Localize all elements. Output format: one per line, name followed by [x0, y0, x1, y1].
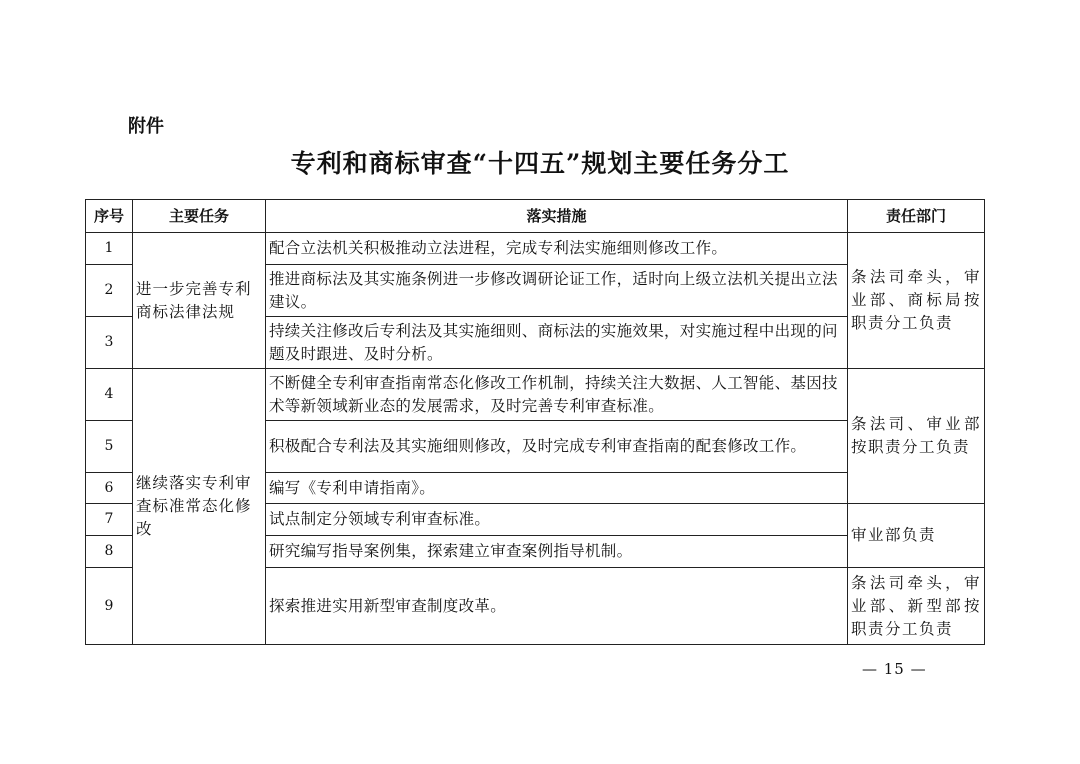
task-cell: 继续落实专利审查标准常态化修改 [133, 369, 266, 645]
measure-cell: 探索推进实用新型审查制度改革。 [266, 568, 848, 645]
measure-cell: 试点制定分领域专利审查标准。 [266, 504, 848, 536]
page-number: — 15 — [862, 660, 927, 678]
measure-cell: 积极配合专利法及其实施细则修改，及时完成专利审查指南的配套修改工作。 [266, 421, 848, 473]
department-cell: 条法司、审业部按职责分工负责 [848, 369, 985, 504]
annex-label: 附件 [128, 116, 164, 137]
header-seq: 序号 [86, 200, 133, 233]
row-number: 7 [86, 504, 133, 536]
row-number: 3 [86, 317, 133, 369]
table-row [86, 369, 985, 421]
row-number: 1 [86, 233, 133, 265]
row-number: 5 [86, 421, 133, 473]
task-cell: 进一步完善专利商标法律法规 [133, 233, 266, 369]
measure-cell: 编写《专利申请指南》。 [266, 473, 848, 504]
document-title: 专利和商标审查“十四五”规划主要任务分工 [290, 149, 790, 178]
measure-cell: 配合立法机关积极推动立法进程，完成专利法实施细则修改工作。 [266, 233, 848, 265]
measure-cell: 推进商标法及其实施条例进一步修改调研论证工作，适时向上级立法机关提出立法建议。 [266, 265, 848, 317]
header-task: 主要任务 [133, 200, 266, 233]
table-row [86, 233, 985, 265]
measure-cell: 不断健全专利审查指南常态化修改工作机制，持续关注大数据、人工智能、基因技术等新领域新业态的发展需求，及时完善专利审查标准。 [266, 369, 848, 421]
header-measure: 落实措施 [266, 200, 848, 233]
department-cell: 条法司牵头，审业部、商标局按职责分工负责 [848, 233, 985, 369]
row-number: 8 [86, 536, 133, 568]
row-number: 4 [86, 369, 133, 421]
header-department: 责任部门 [848, 200, 985, 233]
department-cell: 审业部负责 [848, 504, 985, 568]
table-header-row [86, 200, 985, 233]
department-cell: 条法司牵头，审业部、新型部按职责分工负责 [848, 568, 985, 645]
measure-cell: 持续关注修改后专利法及其实施细则、商标法的实施效果，对实施过程中出现的问题及时跟进、及时分析。 [266, 317, 848, 369]
measure-cell: 研究编写指导案例集，探索建立审查案例指导机制。 [266, 536, 848, 568]
row-number: 6 [86, 473, 133, 504]
row-number: 9 [86, 568, 133, 645]
row-number: 2 [86, 265, 133, 317]
task-table [85, 199, 985, 645]
